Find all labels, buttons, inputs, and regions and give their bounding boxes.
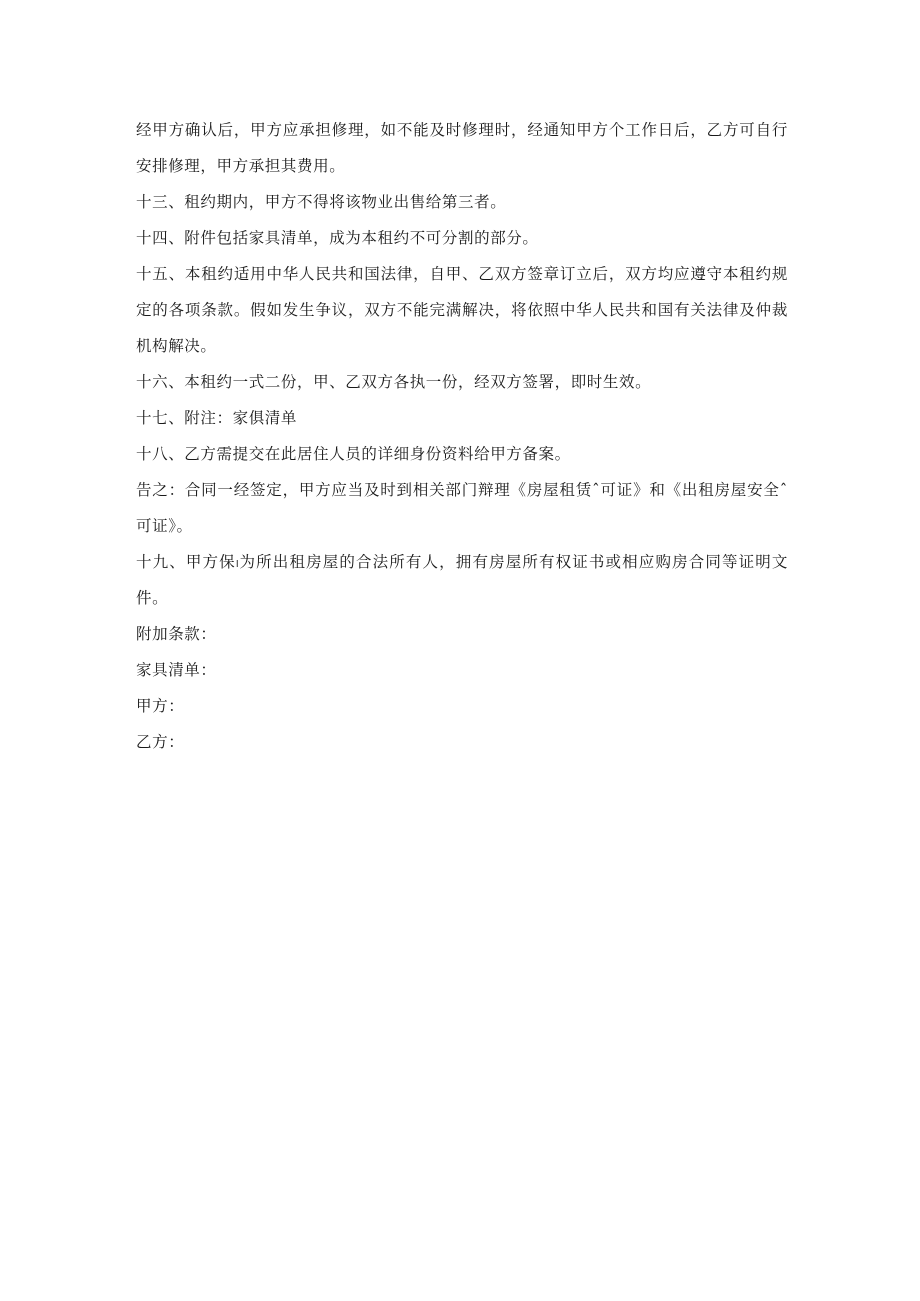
paragraph-notice: 告之：合同一经签定，甲方应当及时到相关部门辩理《房屋租赁ˆ可证》和《出租房屋安全ˆ可证》。	[136, 481, 788, 535]
paragraph-clause-16: 十六、本租约一式二份，甲、乙双方各执一份，经双方签署，即时生效。	[136, 373, 652, 391]
paragraph-clause-14: 十四、附件包括家具清单，成为本租约不可分割的部分。	[136, 229, 539, 247]
paragraph-clause-15: 十五、本租约适用中华人民共和国法律，自甲、乙双方签章订立后，双方均应遵守本租约规定的各项条款。假如发生争议，双方不能完满解决，将依照中华人民共和国有关法律及仲裁机构解决。	[136, 265, 788, 355]
signature-party-a: 甲方：	[136, 697, 185, 715]
document-body	[136, 112, 788, 760]
paragraph-repair-clause: 经甲方确认后，甲方应承担修理，如不能及时修理时，经通知甲方个工作日后，乙方可自行安排修理，甲方承担其费用。	[136, 121, 788, 175]
paragraph-clause-18: 十八、乙方需提交在此居住人员的详细身份资料给甲方备案。	[136, 445, 571, 463]
signature-party-b: 乙方：	[136, 733, 185, 751]
paragraph-clause-19: 十九、甲方保ₗ为所出租房屋的合法所有人，拥有房屋所有权证书或相应购房合同等证明文件。	[136, 553, 788, 607]
paragraph-clause-17: 十七、附注：家俱清单	[136, 409, 298, 427]
paragraph-additional-terms: 附加条款：	[136, 625, 217, 643]
paragraph-furniture-list: 家具清单：	[136, 661, 217, 679]
paragraph-clause-13: 十三、租约期内，甲方不得将该物业出售给第三者。	[136, 193, 507, 211]
